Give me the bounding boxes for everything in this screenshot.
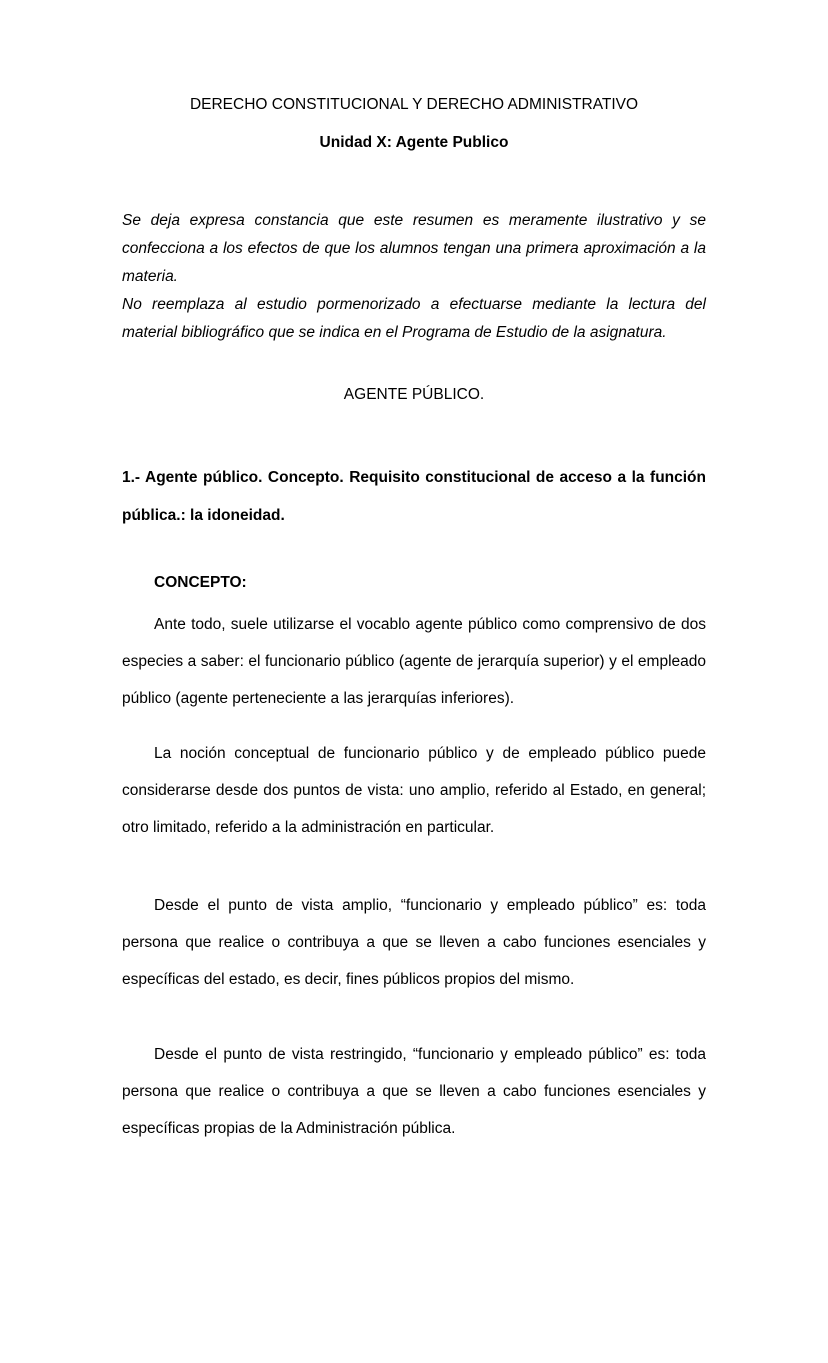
document-title: DERECHO CONSTITUCIONAL Y DERECHO ADMINISTRATIVO (189, 96, 639, 113)
unit-title: Unidad X: Agente Publico (319, 134, 509, 151)
body-paragraph-4: Desde el punto de vista restringido, “funcionario y empleado público” es: toda persona que realice o contribuya a que se lleven a cabo funciones esenciales y específicas propias de la Administración pública. (122, 1046, 706, 1137)
disclaimer-paragraph-2: No reemplaza al estudio pormenorizado a efectuarse mediante la lectura del material bibliográfico que se indica en el Programa de Estudio de la asignatura. (122, 296, 706, 341)
heading-1: 1.- Agente público. Concepto. Requisito constitucional de acceso a la función pública.: la idoneidad. (122, 469, 706, 524)
body-paragraph-2: La noción conceptual de funcionario público y de empleado público puede considerarse desde dos puntos de vista: uno amplio, referido al Estado, en general; otro limitado, referido a la administración en particular. (122, 745, 706, 836)
section-title: AGENTE PÚBLICO. (343, 386, 485, 403)
body-paragraph-1: Ante todo, suele utilizarse el vocablo agente público como comprensivo de dos especies a saber: el funcionario público (agente de jerarquía superior) y el empleado público (agente perteneciente a las jerarquías inferiores). (122, 616, 706, 707)
disclaimer-paragraph-1: Se deja expresa constancia que este resumen es meramente ilustrativo y se confecciona a los efectos de que los alumnos tengan una primera aproximación a la materia. (122, 212, 706, 285)
disclaimer-block (122, 207, 706, 347)
concept-label: CONCEPTO: (154, 574, 247, 591)
body-paragraph-3: Desde el punto de vista amplio, “funcionario y empleado público” es: toda persona que realice o contribuya a que se lleven a cabo funciones esenciales y específicas del estado, es decir, fines públicos propios del mismo. (122, 897, 706, 988)
